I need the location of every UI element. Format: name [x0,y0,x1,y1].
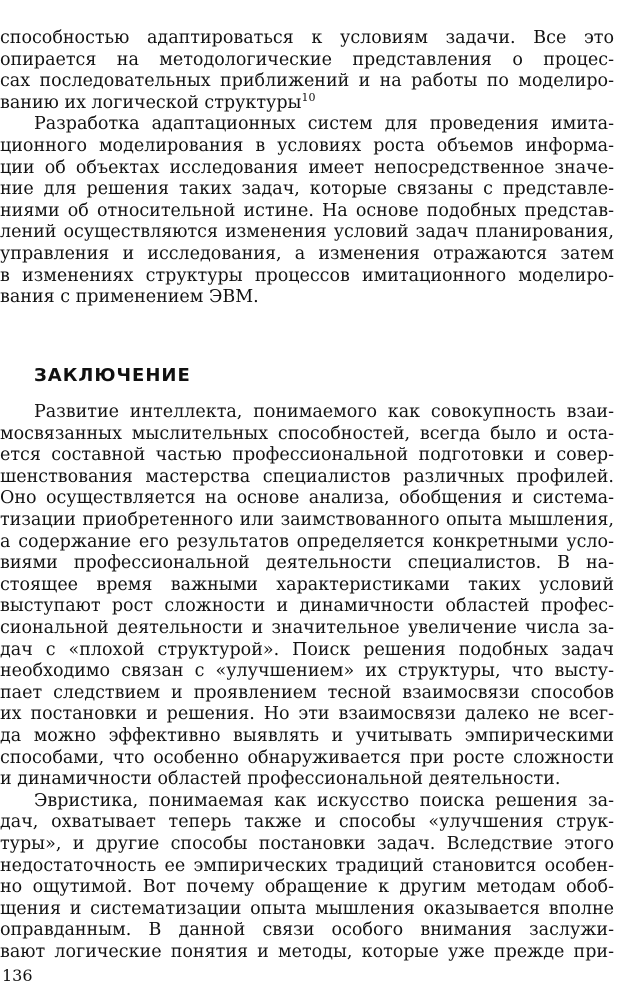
text-line: сиональной деятельности и значительное увеличение числа за- [0,617,614,638]
text-line: управления и исследования, а изменения отражаются затем [0,243,614,264]
page-number: 136 [2,966,33,985]
text-line: шенствования мастерства специалистов различных профилей. [0,466,614,487]
text-line: вания с применением ЭВМ. [0,287,259,308]
text-line [0,93,614,115]
text-line: да можно эффективно выявлять и учитывать эмпирическими [0,725,614,746]
text-line: способностью адаптироваться к условиям задачи. Все это [0,28,614,48]
section-heading: ЗАКЛЮЧЕНИЕ [34,365,191,386]
text-line: щения и систематизации опыта мышления оказывается вполне [0,898,614,919]
text-line: ние для решения таких задач, которые связаны с представле- [0,179,614,200]
paragraph-heuristics [0,791,614,964]
text-line: вают логические понятия и методы, которые уже прежде при- [0,941,614,962]
text-line: недостаточность ее эмпирических традиций становится особен- [0,855,614,876]
text-line: и динамичности областей профессиональной деятельности. [0,769,561,790]
text-line: Оно осуществляется на основе анализа, обобщения и система- [0,488,614,509]
text-line: оправданным. В данной связи особого внимания заслужи- [0,920,614,941]
text-line: виями профессиональной деятельности специалистов. В на- [0,553,614,574]
text-line: дач с «плохой структурой». Поиск решения подобных задач [0,639,614,660]
text-line: лений осуществляются изменения условий задач планирования, [0,222,614,243]
text-line: туры», и другие способы постановки задач. Вследствие этого [0,833,614,854]
text-line: Эвристика, понимаемая как искусство поиска решения за- [34,790,614,811]
paragraph-adaptation-continuation [0,28,614,114]
text-line: а содержание его результатов определяется конкретными усло- [0,531,614,552]
text-line: их постановки и решения. Но эти взаимосвязи далеко не всег- [0,704,614,725]
text-line: сах последовательных приближений и на работы по моделиро- [0,71,614,92]
text-line: ниями об относительной истине. На основе подобных представ- [0,200,614,221]
text-line: ционного моделирования в условиях роста объемов информа- [0,135,614,156]
text-line: необходимо связан с «улучшением» их структуры, что высту- [0,661,614,682]
text-line-content: ванию их логической структуры [0,92,302,113]
text-line: стоящее время важными характеристиками таких условий [0,574,614,595]
text-line: пает следствием и проявлением тесной взаимосвязи способов [0,682,614,703]
text-line: ции об объектах исследования имеет непосредственное значе- [0,157,614,178]
text-line: способами, что особенно обнаруживается при росте сложности [0,747,614,768]
paragraph-adaptive-systems [0,114,614,308]
paragraph-intellect-development [0,402,614,791]
text-line: дач, охватывает теперь также и способы «улучшения струк- [0,812,614,833]
footnote-reference: 10 [301,92,316,104]
text-line: Разработка адаптационных систем для проведения имита- [34,114,614,135]
text-line: Развитие интеллекта, понимаемого как совокупность взаи- [34,402,614,422]
text-line: ется составной частью профессиональной подготовки и совер- [0,445,614,466]
text-line: мосвязанных мыслительных способностей, всегда было и оста- [0,423,614,444]
text-line: в изменениях структуры процессов имитационного моделиро- [0,265,614,286]
text-line: тизации приобретенного или заимствованного опыта мышления, [0,509,614,530]
text-line: выступают рост сложности и динамичности областей профес- [0,596,614,617]
text-line: но ощутимой. Вот почему обращение к другим методам обоб- [0,877,614,898]
text-line: опирается на методологические представления о процес- [0,49,614,70]
